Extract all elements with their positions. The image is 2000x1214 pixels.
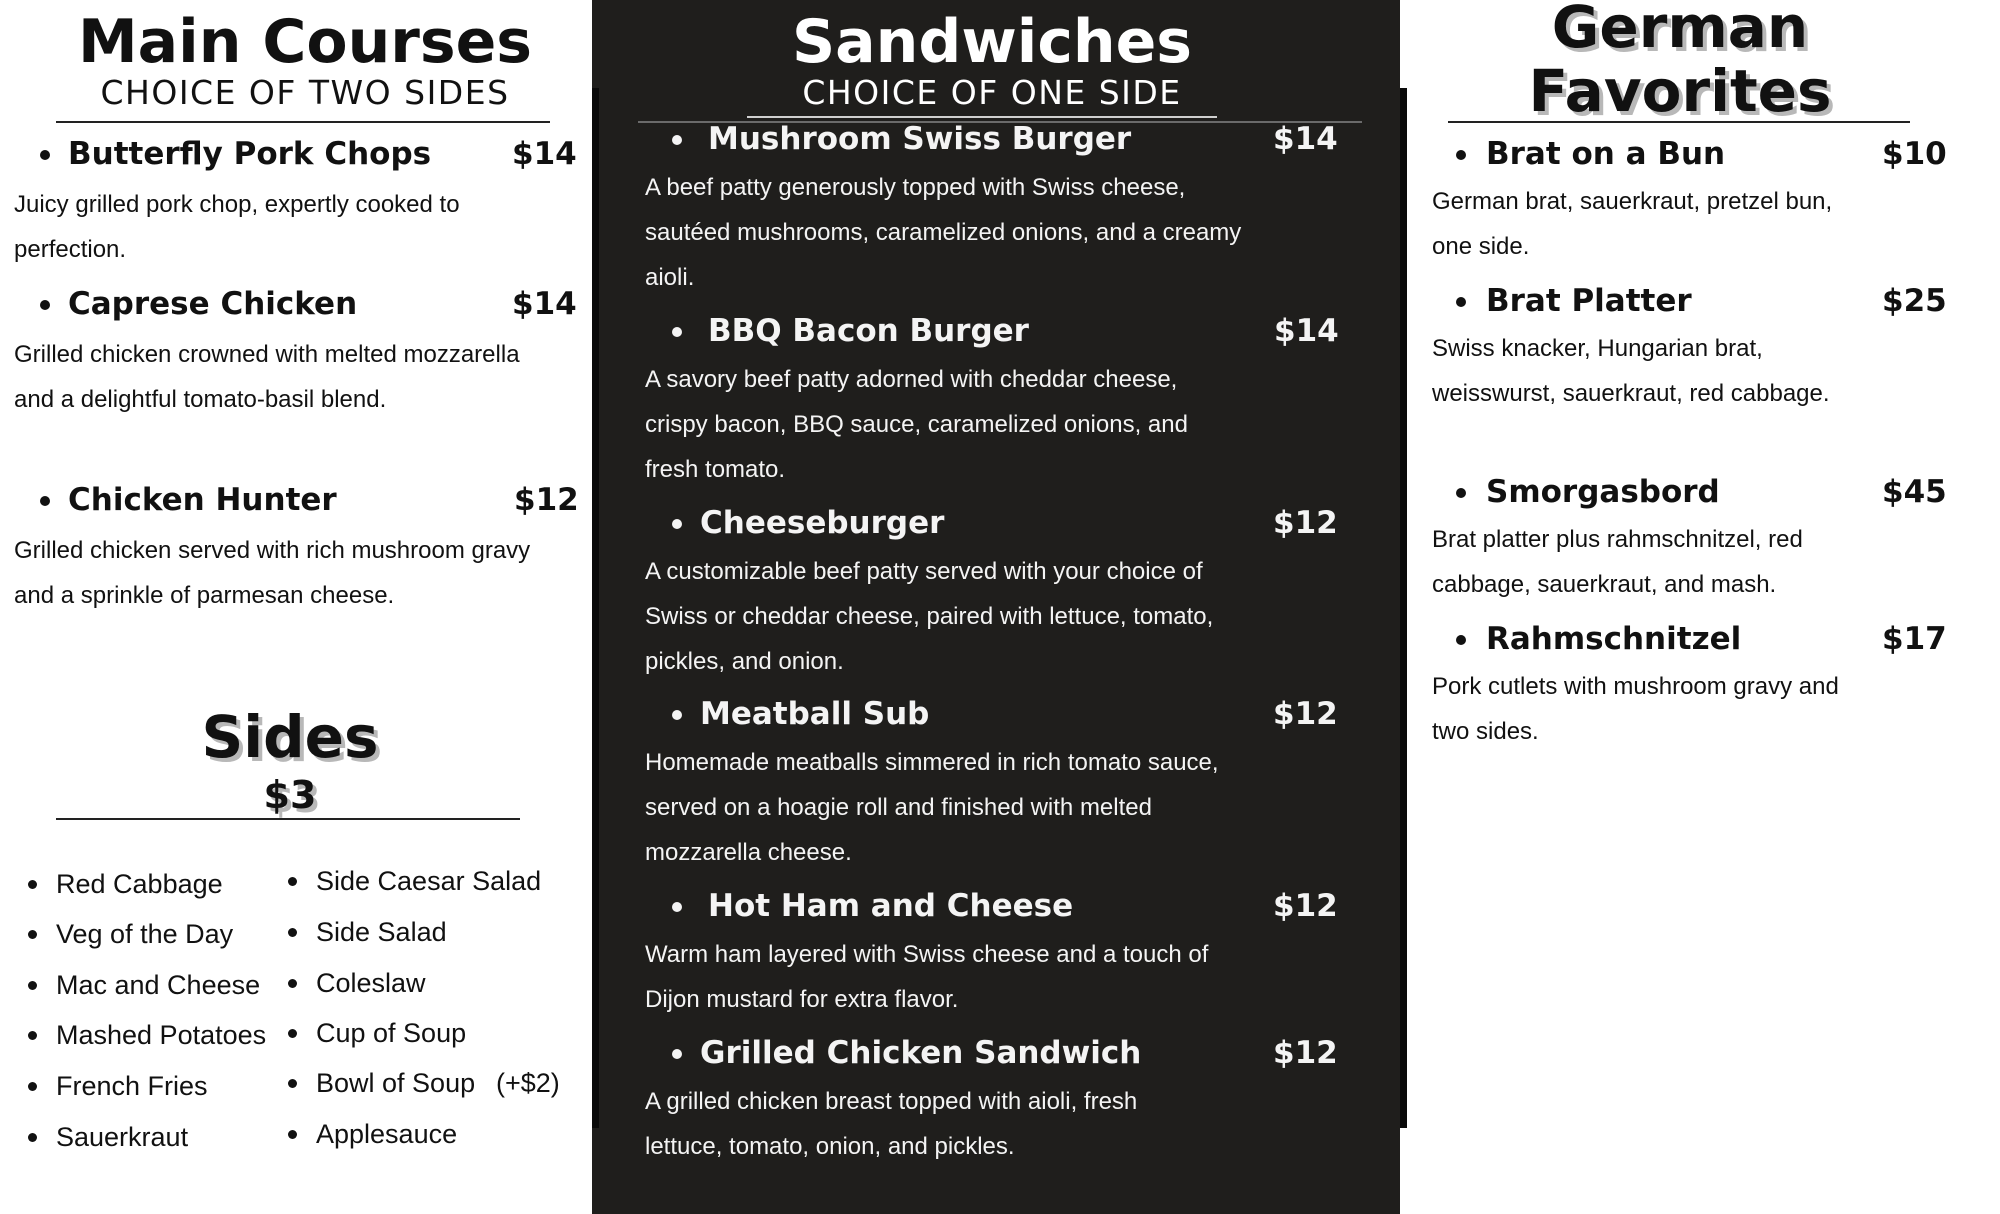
item-description: German brat, sauerkraut, pretzel bun, one side.: [1432, 188, 1833, 260]
item-price: $17: [1882, 621, 1947, 657]
item-name: Smorgasbord: [1486, 474, 1720, 510]
side-label: Mac and Cheese: [56, 970, 261, 1000]
item-description: A beef patty generously topped with Swiss cheese, sautéed mushrooms, caramelized onions, and a creamy aioli.: [645, 174, 1242, 291]
item-name: Brat on a Bun: [1486, 136, 1726, 172]
main-courses-title: Main Courses: [77, 7, 533, 77]
sides-divider: [56, 818, 520, 820]
menu-item: [592, 311, 1400, 483]
side-label: Red Cabbage: [56, 869, 223, 899]
item-price: $14: [1274, 313, 1339, 349]
side-label: Coleslaw: [316, 968, 426, 998]
item-price: $14: [512, 286, 577, 322]
menu-item: [0, 480, 592, 609]
bullet-icon: [672, 1049, 682, 1059]
bullet-icon: [672, 519, 682, 529]
column-divider-stripe: [592, 88, 599, 1128]
side-label: French Fries: [56, 1071, 208, 1101]
bullet-icon: [28, 930, 37, 939]
bullet-icon: [288, 979, 297, 988]
menu-item: [592, 503, 1400, 675]
item-description: Homemade meatballs simmered in rich tomato sauce, served on a hoagie roll and finished with melted mozzarella cheese.: [645, 749, 1219, 866]
item-name: Grilled Chicken Sandwich: [700, 1035, 1142, 1071]
main-courses-subtitle: CHOICE OF TWO SIDES: [100, 73, 510, 112]
german-favorites-title-line2: Favorites: [1528, 57, 1832, 125]
item-name: Brat Platter: [1486, 283, 1692, 319]
item-name: Cheeseburger: [700, 505, 945, 541]
side-label: Bowl of Soup: [316, 1068, 476, 1098]
item-description: Brat platter plus rahmschnitzel, red cabbage, sauerkraut, and mash.: [1432, 526, 1803, 598]
german-favorites-title-line1: German: [1551, 0, 1809, 61]
item-name: Chicken Hunter: [68, 482, 337, 518]
item-price: $12: [1273, 1035, 1338, 1071]
item-price: $45: [1882, 474, 1947, 510]
bullet-icon: [28, 880, 37, 889]
sandwiches-subtitle: CHOICE OF ONE SIDE: [802, 73, 1182, 112]
item-description: Warm ham layered with Swiss cheese and a touch of Dijon mustard for extra flavor.: [645, 941, 1209, 1013]
bullet-icon: [40, 496, 50, 506]
side-label: Mashed Potatoes: [56, 1020, 267, 1050]
item-price: $10: [1882, 136, 1947, 172]
bullet-icon: [288, 877, 297, 886]
sides-title: Sides: [201, 703, 379, 771]
bullet-icon: [672, 135, 682, 145]
bullet-icon: [288, 1029, 297, 1038]
item-description: Swiss knacker, Hungarian brat, weisswurst, sauerkraut, red cabbage.: [1432, 335, 1830, 407]
german-favorites-column: [1400, 0, 2000, 1214]
item-name: Meatball Sub: [700, 696, 930, 732]
side-label: Applesauce: [316, 1119, 458, 1149]
item-price: $12: [1273, 505, 1338, 541]
bullet-icon: [1456, 488, 1466, 498]
menu-item: [1400, 134, 2000, 260]
sandwiches-column: [592, 0, 1400, 1214]
item-description: Grilled chicken served with rich mushroom gravy and a sprinkle of parmesan cheese.: [14, 537, 531, 609]
bullet-icon: [672, 327, 682, 337]
item-name: Caprese Chicken: [68, 286, 358, 322]
side-label: Veg of the Day: [56, 919, 234, 949]
bullet-icon: [28, 981, 37, 990]
item-description: Juicy grilled pork chop, expertly cooked to perfection.: [14, 191, 460, 263]
item-description: Pork cutlets with mushroom gravy and two sides.: [1432, 673, 1839, 745]
item-description: A grilled chicken breast topped with aioli, fresh lettuce, tomato, onion, and pickles.: [645, 1088, 1138, 1160]
side-extra-price: (+$2): [496, 1068, 560, 1098]
item-name: Rahmschnitzel: [1486, 621, 1742, 657]
menu-item: [592, 886, 1400, 1013]
bullet-icon: [1456, 635, 1466, 645]
item-price: $12: [514, 482, 579, 518]
side-label: Sauerkraut: [56, 1122, 189, 1152]
item-price: $14: [1273, 121, 1338, 157]
item-description: A savory beef patty adorned with cheddar cheese, crispy bacon, BBQ sauce, caramelized onions, and fresh tomato.: [645, 366, 1188, 483]
item-name: Butterfly Pork Chops: [68, 136, 432, 172]
bullet-icon: [288, 928, 297, 937]
item-price: $12: [1273, 696, 1338, 732]
item-price: $12: [1273, 888, 1338, 924]
bullet-icon: [672, 710, 682, 720]
bullet-icon: [40, 150, 50, 160]
item-name: Mushroom Swiss Burger: [708, 121, 1132, 157]
side-label: Side Caesar Salad: [316, 866, 542, 896]
menu-item: [1400, 619, 2000, 745]
side-label: Cup of Soup: [316, 1018, 467, 1048]
item-name: BBQ Bacon Burger: [708, 313, 1029, 349]
sides-price: $3: [263, 773, 317, 817]
item-description: A customizable beef patty served with your choice of Swiss or cheddar cheese, paired with lettuce, tomato, pickles, and onion.: [645, 558, 1214, 675]
bullet-icon: [288, 1079, 297, 1088]
item-price: $25: [1882, 283, 1947, 319]
bullet-icon: [1456, 297, 1466, 307]
bullet-icon: [40, 300, 50, 310]
bullet-icon: [288, 1130, 297, 1139]
bullet-icon: [1456, 150, 1466, 160]
bullet-icon: [672, 902, 682, 912]
menu-item: [0, 134, 592, 263]
menu-item: [1400, 281, 2000, 407]
menu-item: [592, 1033, 1400, 1160]
bullet-icon: [28, 1133, 37, 1142]
menu-item: [592, 119, 1400, 291]
main-courses-divider: [56, 121, 550, 123]
side-label: Side Salad: [316, 917, 447, 947]
german-favorites-divider: [1448, 121, 1910, 123]
item-price: $14: [512, 136, 577, 172]
menu-item: [1400, 472, 2000, 598]
menu-item: [592, 694, 1400, 866]
bullet-icon: [28, 1082, 37, 1091]
menu-item: [0, 284, 592, 413]
item-name: Hot Ham and Cheese: [708, 888, 1074, 924]
main-courses-column: [0, 0, 592, 1214]
sandwiches-divider: [747, 116, 1217, 118]
sandwiches-title: Sandwiches: [791, 7, 1193, 77]
item-description: Grilled chicken crowned with melted mozzarella and a delightful tomato-basil blend.: [14, 341, 520, 413]
bullet-icon: [28, 1031, 37, 1040]
